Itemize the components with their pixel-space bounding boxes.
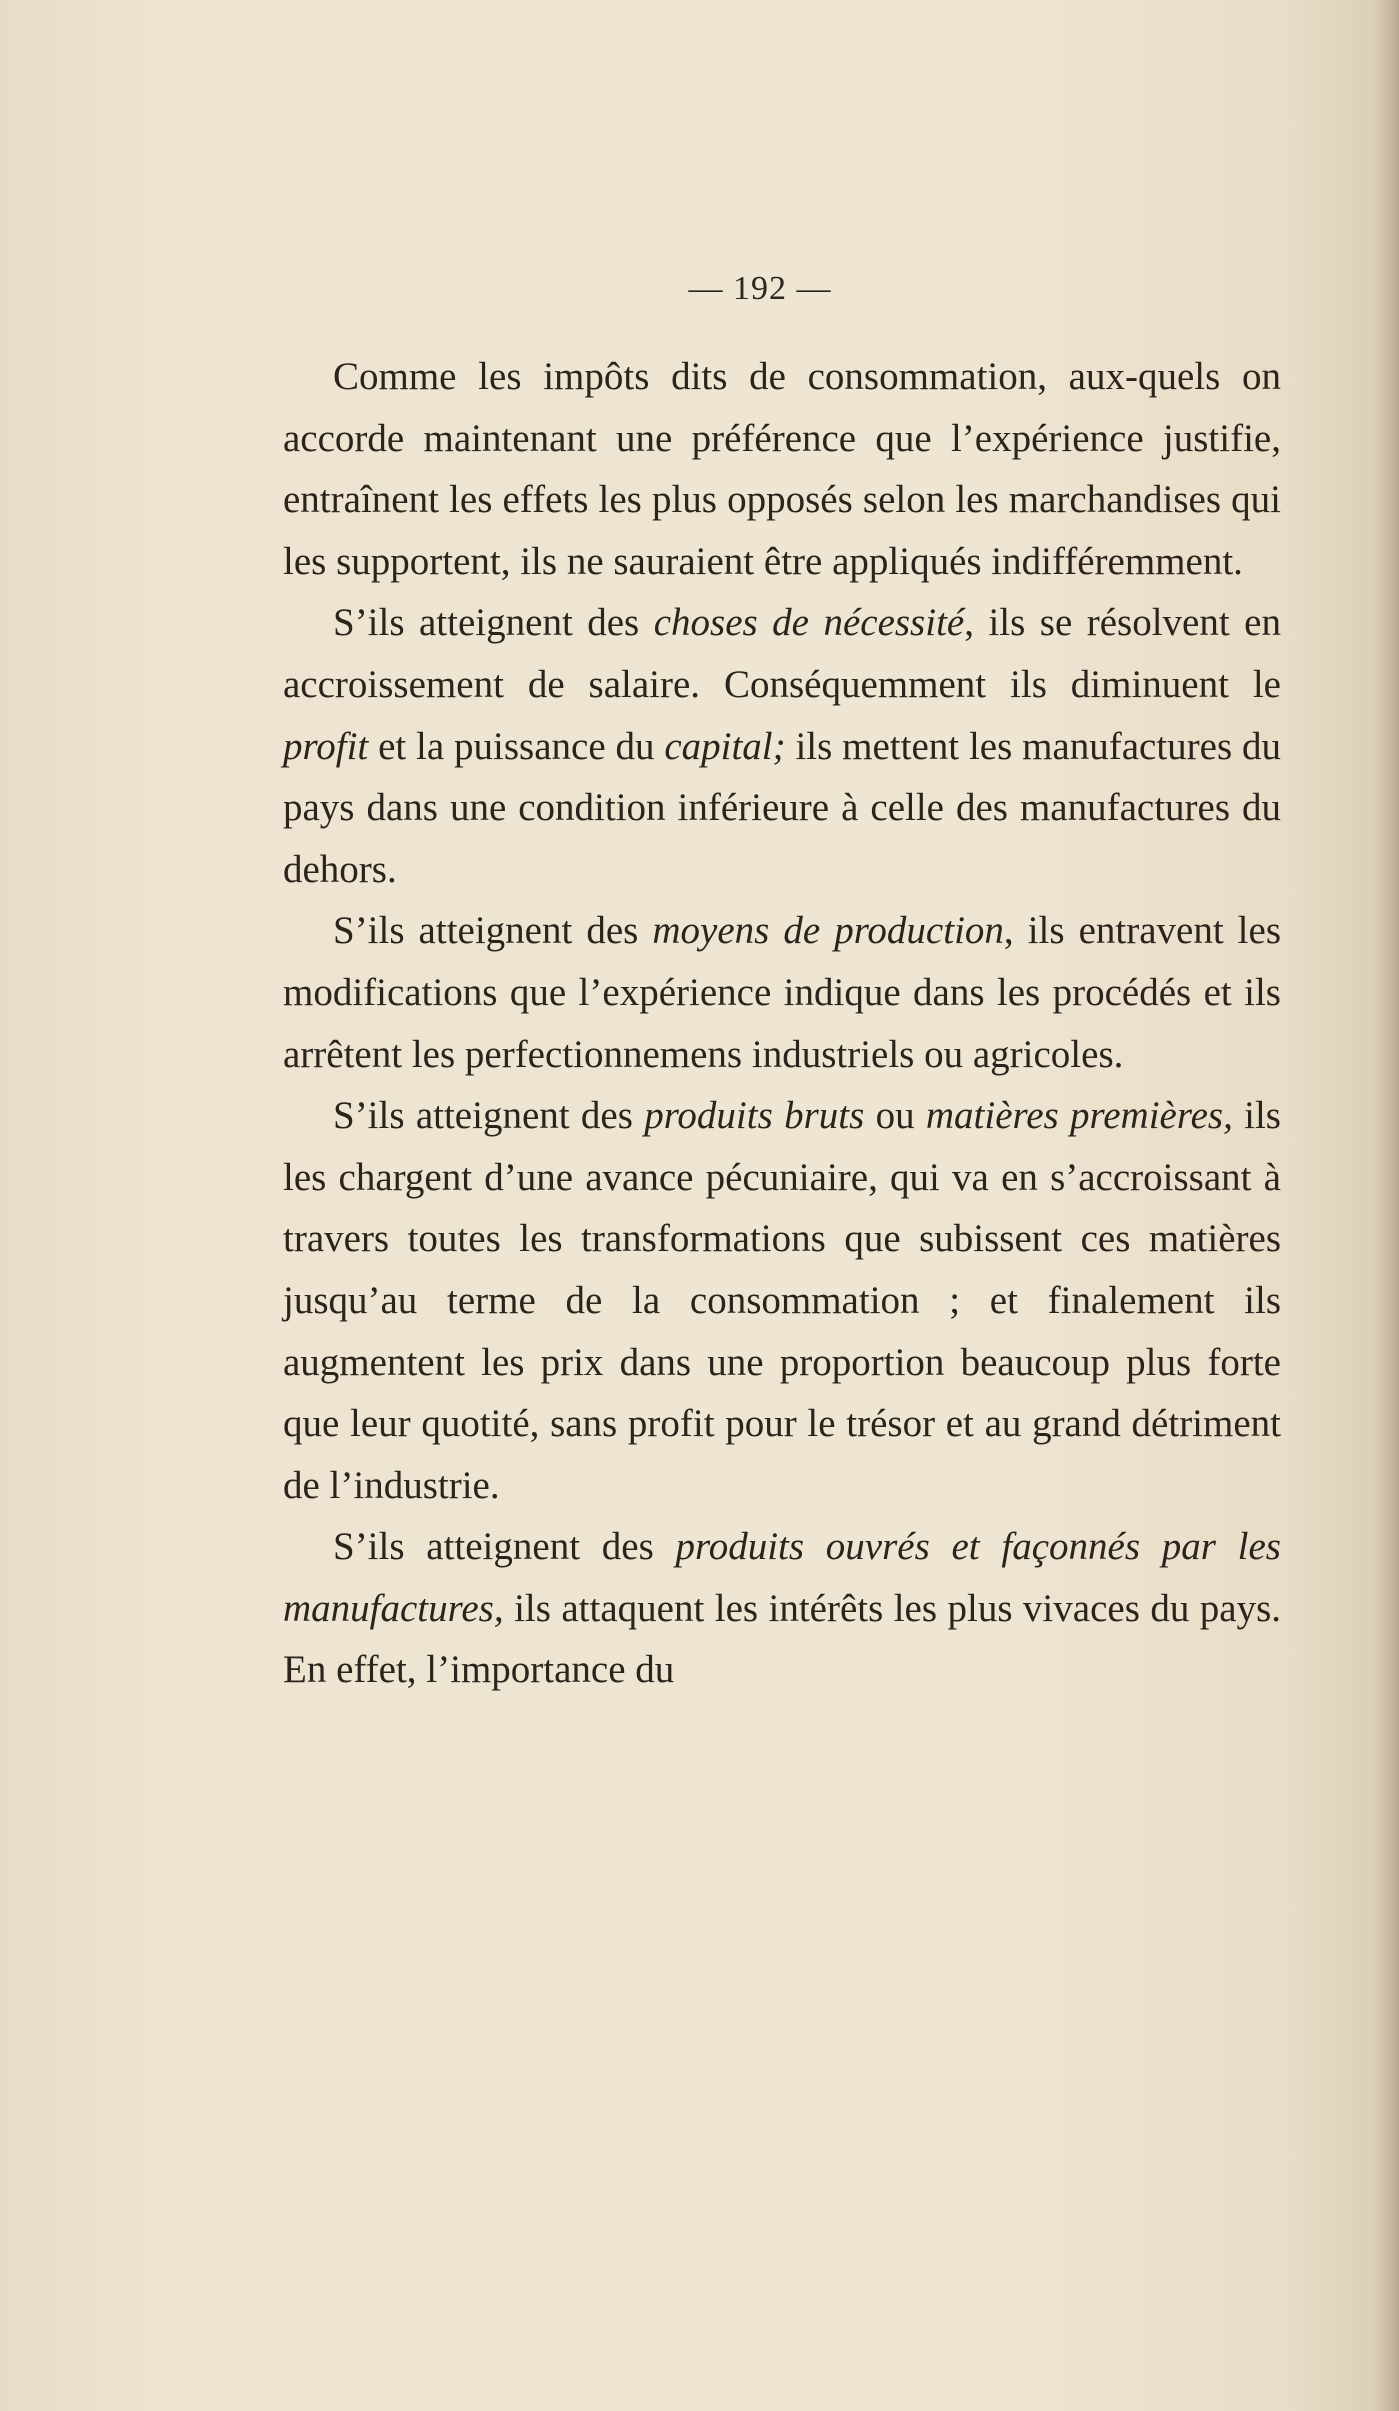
text-segment: Comme les impôts dits de consommation, aux-quels on accorde maintenant une préférence que l’expérience justifie, entraînent les effets les plus opposés selon les marchandises qui les supportent, ils ne sauraient être appliqués indifféremment. [283,355,1281,583]
text-segment: ou [864,1094,926,1138]
italic-segment: choses de nécessité [653,601,965,645]
body-text [283,346,1281,1701]
paragraph-4 [283,1085,1281,1516]
paragraph-1 [283,346,1281,592]
italic-segment: capital; [664,724,786,768]
text-segment: , ils entravent les modifications que l’expérience indique dans les procédés et ils arrêtent les perfectionnemens industriels ou agricoles. [283,909,1282,1076]
italic-segment: profit [283,724,369,768]
italic-segment: matières premières, [925,1094,1233,1138]
paragraph-3 [283,900,1281,1085]
italic-segment: moyens de production [652,909,1004,953]
text-segment: ils attaquent les intérêts les plus vivaces du pays. En effet, l’importance du [283,1586,1281,1692]
text-segment: , ils se résolvent en accroissement de salaire. Conséquemment ils diminuent le [283,601,1281,706]
text-segment: et la puissance du [368,724,665,768]
text-segment: ils les chargent d’une avance pécuniaire, qui va en s’accroissant à travers toutes les transformations que subissent ces matières jusqu’au terme de la consommation ; et finalement ils augmentent les prix dans une proportion beaucoup plus forte que leur quotité, sans profit pour le trésor et au grand détriment de l’industrie. [283,1094,1281,1507]
text-segment: S’ils atteignent des [333,601,654,645]
text-segment: S’ils atteignent des [333,909,653,953]
page-edge-shadow [1373,0,1399,2411]
text-segment: ils mettent les manufactures du pays dans une condition inférieure à celle des manufactures du dehors. [283,724,1281,891]
text-segment: S’ils atteignent des [333,1094,645,1138]
page-number: — 192 — [688,270,832,307]
text-segment: S’ils atteignent des [333,1525,676,1569]
paragraph-2 [283,592,1281,900]
paragraph-5 [283,1516,1281,1701]
italic-segment: produits ouvrés et façonnés par les manufactures, [283,1525,1281,1630]
italic-segment: produits bruts [644,1094,865,1138]
